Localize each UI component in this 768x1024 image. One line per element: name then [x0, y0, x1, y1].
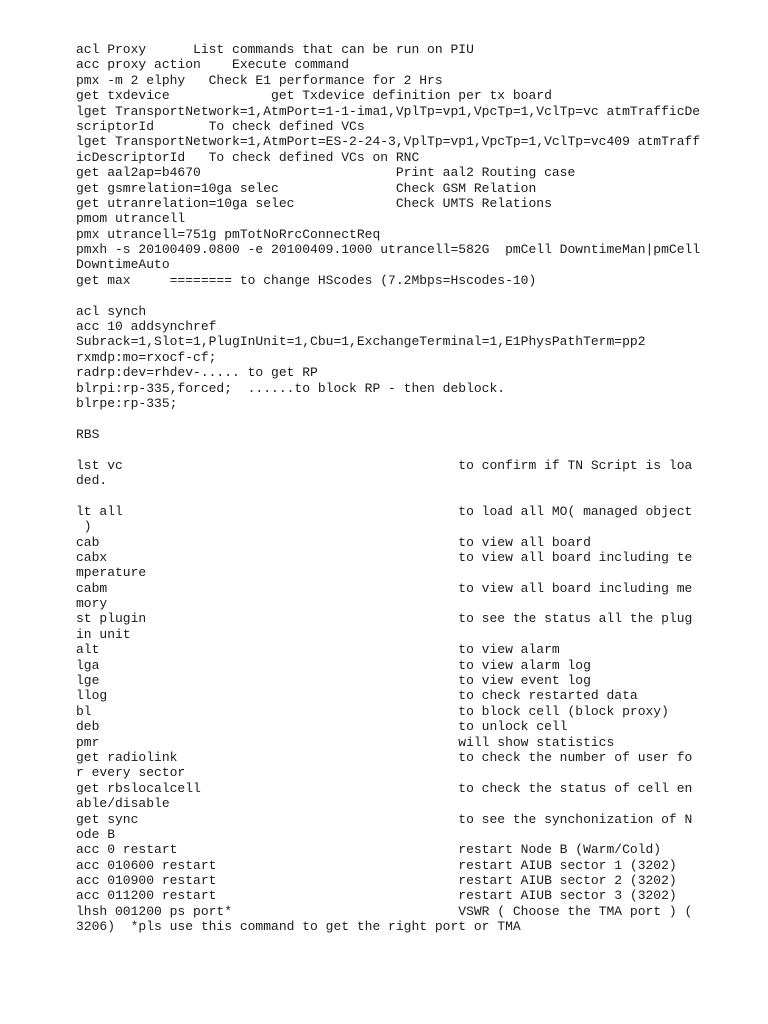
text-line: able/disable — [76, 796, 170, 812]
text-line: deb to unlock cell — [76, 719, 568, 735]
text-line: bl to block cell (block proxy) — [76, 703, 669, 719]
text-line: ) — [76, 519, 92, 535]
text-line: DowntimeAuto — [76, 257, 170, 273]
text-line: acl Proxy List commands that can be run on PIU — [76, 42, 474, 57]
text-line: acc 010600 restart restart AIUB sector 1 (3202) — [76, 857, 677, 873]
text-line: get rbslocalcell to check the status of cell en — [76, 780, 693, 796]
text-line: acc 0 restart restart Node B (Warm/Cold) — [76, 842, 662, 858]
text-line: blrpi:rp-335,forced; ......to block RP - then deblock. — [76, 380, 506, 396]
text-line: get max ======== to change HScodes (7.2Mbps=Hscodes-10) — [76, 272, 537, 288]
section-heading: RBS — [76, 426, 100, 442]
text-line: lge to view event log — [76, 673, 591, 689]
text-line: pmx -m 2 elphy Check E1 performance for 2 Hrs — [76, 72, 443, 88]
text-line: acc 10 addsynchref — [76, 319, 217, 335]
text-line: ded. — [76, 472, 108, 488]
text-line: icDescriptorId To check defined VCs on RNC — [76, 149, 420, 165]
text-line: get utranrelation=10ga selec Check UMTS Relations — [76, 195, 552, 211]
text-line: acc proxy action Execute command — [76, 57, 350, 73]
text-line: mperature — [76, 565, 147, 581]
text-line: mory — [76, 596, 108, 612]
text-line: pmr will show statistics — [76, 734, 615, 750]
text-line: get txdevice get Txdevice definition per tx board — [76, 88, 552, 104]
text-line: alt to view alarm — [76, 642, 560, 658]
text-line: pmxh -s 20100409.0800 -e 20100409.1000 utrancell=582G pmCell DowntimeMan|pmCell — [76, 242, 701, 258]
text-line: r every sector — [76, 765, 186, 781]
text-line: get gsmrelation=10ga selec Check GSM Relation — [76, 180, 537, 196]
text-line: 3206) *pls use this command to get the right port or TMA — [76, 919, 521, 935]
text-line: st plugin to see the status all the plug — [76, 611, 693, 627]
text-line: acl synch — [76, 303, 147, 319]
text-line: acc 011200 restart restart AIUB sector 3 (3202) — [76, 888, 677, 904]
text-line: in unit — [76, 626, 131, 642]
blank-line — [76, 488, 676, 503]
text-line: Subrack=1,Slot=1,PlugInUnit=1,Cbu=1,ExchangeTerminal=1,E1PhysPathTerm=pp2 — [76, 334, 646, 350]
text-line: lget TransportNetwork=1,AtmPort=ES-2-24-3,VplTp=vp1,VpcTp=1,VclTp=vc409 atmTraff — [76, 134, 701, 150]
text-line: scriptorId To check defined VCs — [76, 118, 365, 134]
text-line: acc 010900 restart restart AIUB sector 2 (3202) — [76, 873, 677, 889]
text-line: cab to view all board — [76, 534, 591, 550]
text-line: lst vc to confirm if TN Script is loa — [76, 457, 693, 473]
text-line: cabx to view all board including te — [76, 549, 693, 565]
blank-line — [76, 288, 676, 303]
blank-line — [76, 411, 676, 426]
text-line: pmx utrancell=751g pmTotNoRrcConnectReq — [76, 226, 381, 242]
text-line: lhsh 001200 ps port* VSWR ( Choose the TMA port ) ( — [76, 903, 693, 919]
text-line: blrpe:rp-335; — [76, 395, 178, 411]
text-line: rxmdp:mo=rxocf-cf; — [76, 349, 217, 365]
text-line: radrp:dev=rhdev-..... to get RP — [76, 365, 318, 381]
document-text — [76, 42, 701, 935]
text-line: lt all to load all MO( managed object — [76, 503, 693, 519]
text-line: get aal2ap=b4670 Print aal2 Routing case — [76, 165, 576, 181]
text-line: ode B — [76, 826, 116, 842]
text-line: cabm to view all board including me — [76, 580, 693, 596]
text-line: llog to check restarted data — [76, 688, 638, 704]
text-line: get sync to see the synchonization of N — [76, 811, 693, 827]
text-line: lget TransportNetwork=1,AtmPort=1-1-ima1,VplTp=vp1,VpcTp=1,VclTp=vc atmTrafficDe — [76, 103, 701, 119]
text-line: get radiolink to check the number of user fo — [76, 749, 693, 765]
text-line: lga to view alarm log — [76, 657, 591, 673]
blank-line — [76, 442, 676, 457]
text-line: pmom utrancell — [76, 211, 186, 227]
